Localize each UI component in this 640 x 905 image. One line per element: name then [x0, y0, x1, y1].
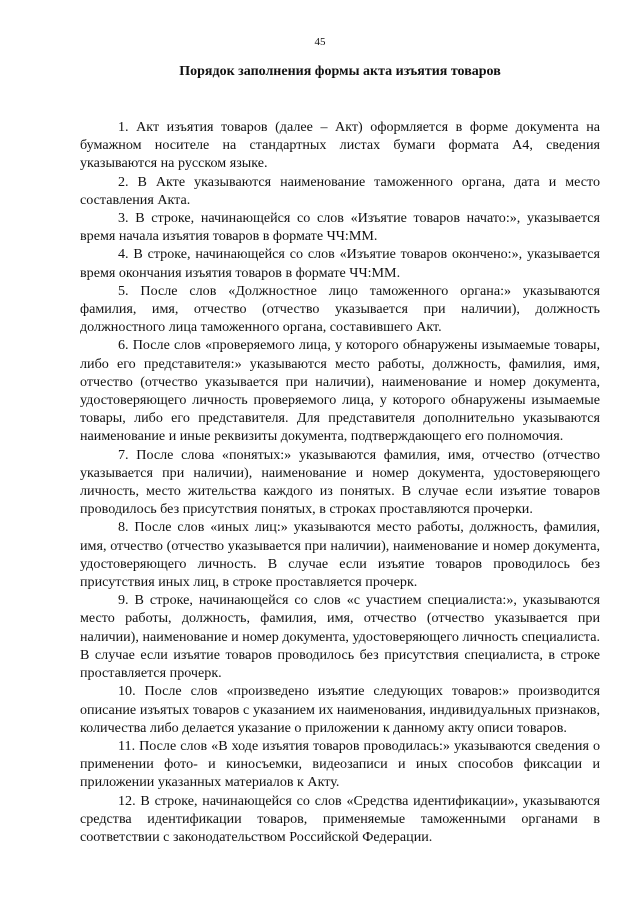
paragraph-3: 3. В строке, начинающейся со слов «Изъятие товаров начато:», указывается время начала изъятия товаров в формате ЧЧ:ММ.	[80, 210, 600, 245]
paragraph-12: 12. В строке, начинающейся со слов «Средства идентификации», указываются средства идентификации товаров, применяемые таможенными органами в соответствии с законодательством Российской Федерации.	[80, 792, 600, 845]
page-number: 45	[314, 36, 326, 48]
paragraph-9: 9. В строке, начинающейся со слов «с участием специалиста:», указываются место работы, должность, фамилия, имя, отчество (отчество указывается при наличии), наименование и номер документа, удостоверяющего личность специалиста. В случае если изъятие товаров проводилось без присутствия специалиста, в строке проставляется прочерк.	[80, 592, 600, 682]
paragraph-2: 2. В Акте указываются наименование таможенного органа, дата и место составления Акта.	[80, 173, 600, 208]
paragraph-4: 4. В строке, начинающейся со слов «Изъятие товаров окончено:», указывается время окончания изъятия товаров в формате ЧЧ:ММ.	[80, 246, 600, 281]
paragraph-5: 5. После слов «Должностное лицо таможенного органа:» указываются фамилия, имя, отчество (отчество указывается при наличии), должность должностного лица таможенного органа, составившего Акт.	[80, 282, 600, 336]
paragraph-11: 11. После слов «В ходе изъятия товаров проводилась:» указываются сведения о применении фото- и киносъемки, видеозаписи и иных способов фиксации и приложении указанных материалов к Акту.	[80, 737, 600, 791]
paragraph-6: 6. После слов «проверяемого лица, у которого обнаружены изымаемые товары, либо его представителя:» указываются место работы, должность, фамилия, имя, отчество (отчество указывается при наличии), наименование и номер документа, удостоверяющего личность проверяемого лица, у которого обнаружены изымаемые товары, либо его представителя. Для представителя дополнительно указываются наименование и иные реквизиты документа, подтверждающего его полномочия.	[80, 337, 600, 445]
document-body	[80, 118, 600, 846]
paragraph-1: 1. Акт изъятия товаров (далее – Акт) оформляется в форме документа на бумажном носителе на стандартных листах бумаги формата А4, сведения указываются на русском языке.	[80, 119, 600, 172]
paragraph-7: 7. После слова «понятых:» указываются фамилия, имя, отчество (отчество указывается при наличии), наименование и номер документа, удостоверяющего личность, место жительства каждого из понятых. В случае если изъятие товаров проводилось без присутствия понятых, в строках проставляются прочерки.	[80, 446, 600, 518]
paragraph-10: 10. После слов «произведено изъятие следующих товаров:» производится описание изъятых товаров с указанием их наименования, индивидуальных признаков, количества либо делается указание о приложении к данному акту описи товаров.	[80, 683, 600, 736]
paragraph-8: 8. После слов «иных лиц:» указываются место работы, должность, фамилия, имя, отчество (отчество указывается при наличии), наименование и номер документа, удостоверяющего личность. В случае если изъятие товаров проводилось без присутствия иных лиц, в строке проставляется прочерк.	[80, 519, 600, 591]
document-title: Порядок заполнения формы акта изъятия товаров	[179, 64, 501, 79]
